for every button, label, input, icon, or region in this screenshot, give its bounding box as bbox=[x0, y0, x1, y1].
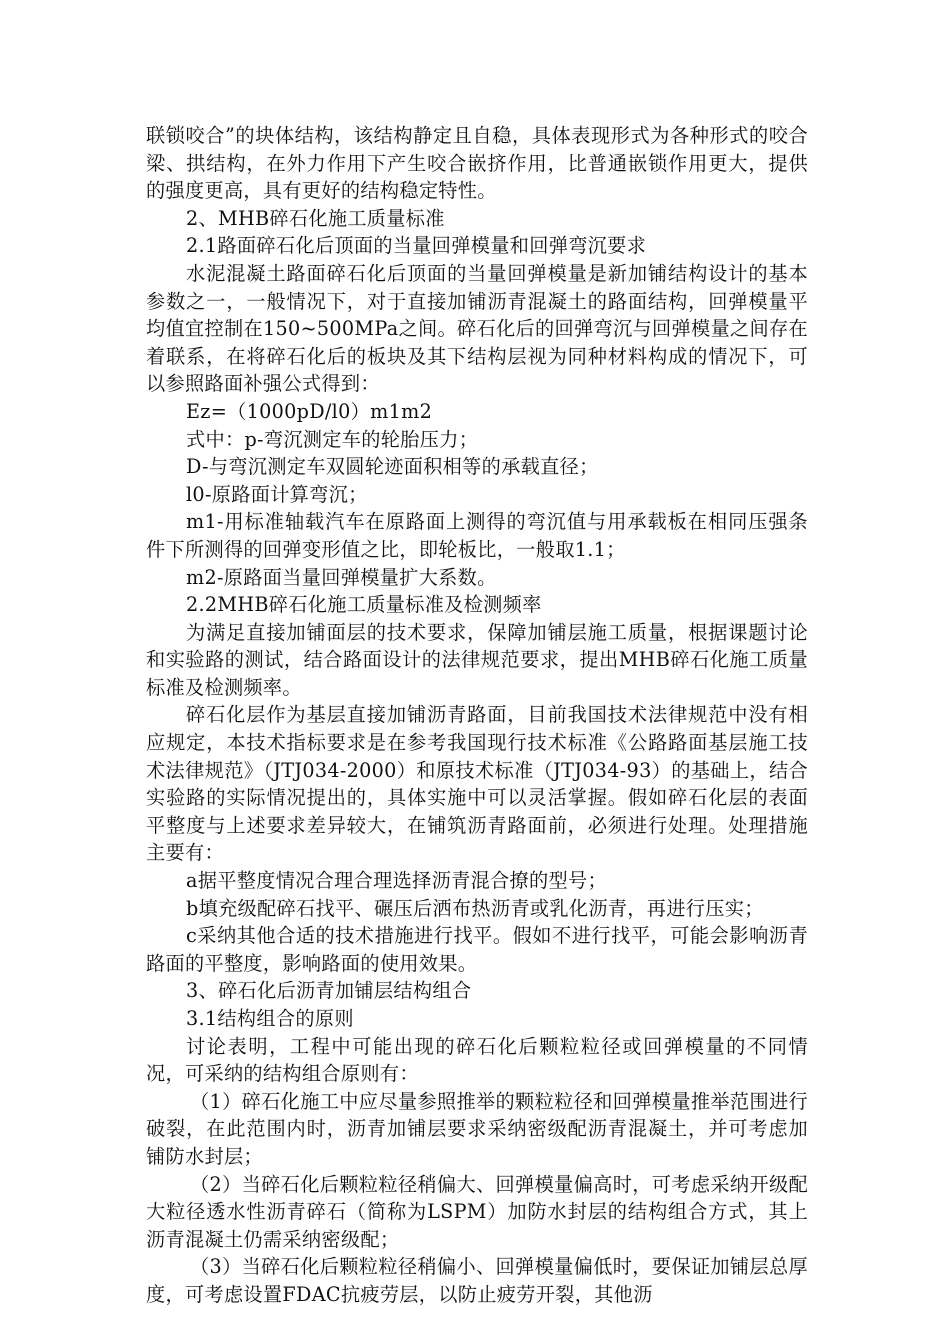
list-item: （3）当碎石化后颗粒粒径稍偏小、回弹模量偏低时，要保证加铺层总厚度，可考虑设置FDAC抗疲劳层，以防止疲劳开裂，其他沥 bbox=[146, 1255, 808, 1306]
list-item: a据平整度情况合理合理选择沥青混合撩的型号； bbox=[186, 869, 607, 893]
paragraph: 联锁咬合”的块体结构，该结构静定且自稳，具体表现形式为各种形式的咬合梁、拱结构，在外力作用下产生咬合嵌挤作用，比普通嵌锁作用更大，提供的强度更高，具有更好的结构稳定特性。 bbox=[146, 124, 808, 203]
paragraph: 为满足直接加铺面层的技术要求，保障加铺层施工质量，根据课题讨论和实验路的测试，结合路面设计的法律规范要求，提出MHB碎石化施工质量标准及检测频率。 bbox=[146, 620, 808, 699]
paragraph: m2-原路面当量回弹模量扩大系数。 bbox=[186, 565, 497, 589]
paragraph: D-与弯沉测定车双圆轮迹面积相等的承载直径； bbox=[186, 455, 599, 479]
paragraph: 讨论表明，工程中可能出现的碎石化后颗粒粒径或回弹模量的不同情况，可采纳的结构组合原则有： bbox=[146, 1034, 808, 1086]
list-item: c采纳其他合适的技术措施进行找平。假如不进行找平，可能会影响沥青路面的平整度，影响路面的使用效果。 bbox=[146, 924, 808, 975]
section-heading: 3、碎石化后沥青加铺层结构组合 bbox=[186, 979, 472, 1003]
subsection-heading: 2.2MHB碎石化施工质量标准及检测频率 bbox=[186, 593, 542, 617]
list-item: b填充级配碎石找平、碾压后洒布热沥青或乳化沥青，再进行压实； bbox=[186, 896, 764, 920]
subsection-heading: 2.1路面碎石化后顶面的当量回弹模量和回弹弯沉要求 bbox=[186, 234, 647, 258]
document-body bbox=[146, 122, 808, 1309]
paragraph: 碎石化层作为基层直接加铺沥青路面，目前我国技术法律规范中没有相应规定，本技术指标要求是在参考我国现行技术标准《公路路面基层施工技术法律规范》（JTJ034-2000）和原技术标准（JTJ034-93）的基础上，结合实验路的实际情况提出的，具体实施中可以灵活掌握。假如碎石化层的表面平整度与上述要求差异较大，在铺筑沥青路面前，必须进行处理。处理措施主要有： bbox=[146, 703, 808, 865]
subsection-heading: 3.1结构组合的原则 bbox=[186, 1007, 354, 1030]
section-heading: 2、MHB碎石化施工质量标准 bbox=[186, 206, 445, 230]
list-item: （1）碎石化施工中应尽量参照推举的颗粒粒径和回弹模量推举范围进行破裂，在此范围内时，沥青加铺层要求采纳密级配沥青混凝土，并可考虑加铺防水封层； bbox=[146, 1089, 808, 1168]
formula: Ez=（1000pD/l0）m1m2 bbox=[186, 399, 433, 423]
list-item: （2）当碎石化后颗粒粒径稍偏大、回弹模量偏高时，可考虑采纳开级配大粒径透水性沥青碎石（简称为LSPM）加防水封层的结构组合方式，其上沥青混凝土仍需采纳密级配； bbox=[146, 1172, 808, 1251]
paragraph: m1-用标准轴载汽车在原路面上测得的弯沉值与用承载板在相同压强条件下所测得的回弹变形值之比，即轮板比，一般取1.1； bbox=[146, 510, 808, 561]
paragraph: l0-原路面计算弯沉； bbox=[186, 482, 368, 506]
paragraph: 水泥混凝土路面碎石化后顶面的当量回弹模量是新加铺结构设计的基本参数之一，一般情况下，对于直接加铺沥青混凝土的路面结构，回弹模量平均值宜控制在150~500MPa之间。碎石化后的回弹弯沉与回弹模量之间存在着联系，在将碎石化后的板块及其下结构层视为同种材料构成的情况下，可以参照路面补强公式得到： bbox=[146, 261, 808, 396]
paragraph: 式中：p-弯沉测定车的轮胎压力； bbox=[186, 427, 479, 451]
